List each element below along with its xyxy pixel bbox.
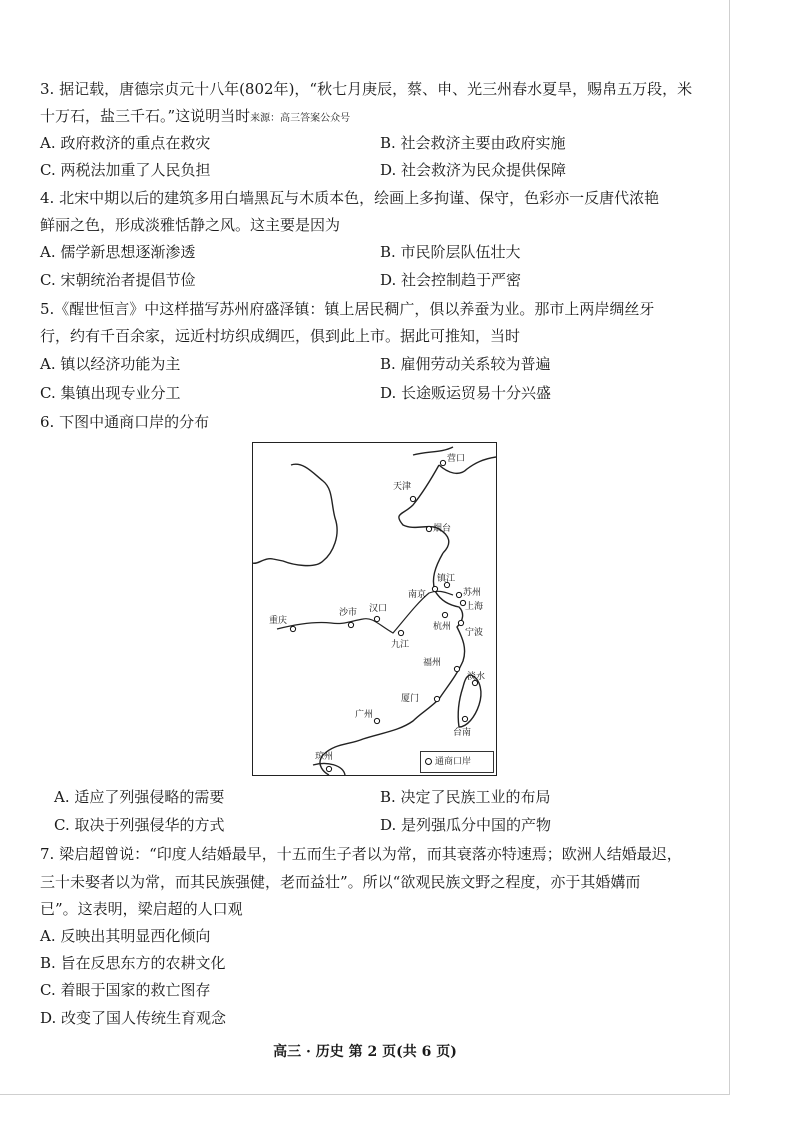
q7-stem-line1: 7. 梁启超曾说：“印度人结婚最早，十五而生子者以为常，而其衰落亦特速焉；欧洲人结婚最迟， bbox=[40, 845, 682, 863]
marker-guangzhou bbox=[374, 718, 379, 723]
map-legend bbox=[420, 751, 494, 773]
q5-option-b: B. 雇佣劳动关系较为普遍 bbox=[380, 355, 551, 373]
coastline-shandong bbox=[399, 465, 452, 553]
q3-stem-text: 十万石，盐三千石。”这说明当时 bbox=[40, 107, 251, 125]
q5-option-a: A. 镇以经济功能为主 bbox=[40, 355, 181, 373]
city-labels bbox=[269, 452, 485, 762]
q7-option-b: B. 旨在反思东方的农耕文化 bbox=[40, 954, 226, 972]
q4-stem-line1: 4. 北宋中期以后的建筑多用白墙黑瓦与木质本色，绘画上多拘谨、保守，色彩亦一反唐代浓艳 bbox=[40, 189, 660, 207]
label-shashi: 沙市 bbox=[339, 608, 358, 618]
q7-option-d: D. 改变了国人传统生育观念 bbox=[40, 1009, 227, 1027]
label-tainan: 台南 bbox=[453, 728, 472, 738]
marker-ningbo bbox=[458, 620, 463, 625]
label-xiamen: 厦门 bbox=[401, 694, 420, 704]
q6-option-d: D. 是列强瓜分中国的产物 bbox=[380, 816, 552, 834]
q6-stem: 6. 下图中通商口岸的分布 bbox=[40, 413, 210, 431]
marker-yingkou bbox=[440, 460, 445, 465]
marker-qiongzhou bbox=[326, 766, 331, 771]
label-guangzhou: 广州 bbox=[355, 710, 374, 720]
marker-xiamen bbox=[434, 696, 439, 701]
q4-option-d: D. 社会控制趋于严密 bbox=[380, 271, 522, 289]
q5-stem-line2: 行，约有千百余家，远近村坊织成绸匹，俱到此上市。据此可推知，当时 bbox=[40, 327, 521, 345]
label-fuzhou: 福州 bbox=[423, 658, 442, 668]
q4-option-b: B. 市民阶层队伍壮大 bbox=[380, 243, 521, 261]
q3-option-b: B. 社会救济主要由政府实施 bbox=[380, 134, 566, 152]
marker-suzhou bbox=[456, 592, 461, 597]
label-chongqing: 重庆 bbox=[269, 616, 288, 626]
marker-fuzhou bbox=[454, 666, 459, 671]
q6-option-b: B. 决定了民族工业的布局 bbox=[380, 788, 551, 806]
label-yingkou: 营口 bbox=[447, 454, 466, 464]
coastline-north bbox=[253, 464, 337, 565]
label-nanjing: 南京 bbox=[408, 590, 427, 600]
label-suzhou: 苏州 bbox=[463, 588, 482, 598]
treaty-ports-map bbox=[252, 442, 497, 776]
q7-stem-line3: 已”。这表明，梁启超的人口观 bbox=[40, 900, 243, 918]
q3-option-c: C. 两税法加重了人民负担 bbox=[40, 161, 211, 179]
marker-tainan bbox=[462, 716, 467, 721]
label-qiongzhou: 琼州 bbox=[315, 752, 334, 762]
marker-chongqing bbox=[290, 626, 295, 631]
q5-option-c: C. 集镇出现专业分工 bbox=[40, 384, 181, 402]
coastline-south bbox=[320, 553, 465, 775]
label-danshui: 淡水 bbox=[467, 672, 486, 682]
yangtze-river bbox=[277, 591, 453, 633]
label-hangzhou: 杭州 bbox=[433, 622, 452, 632]
legend-marker-icon bbox=[425, 758, 432, 765]
q6-option-c: C. 取决于列强侵华的方式 bbox=[54, 816, 225, 834]
q3-option-a: A. 政府救济的重点在救灾 bbox=[40, 134, 211, 152]
marker-tianjin bbox=[410, 496, 415, 501]
marker-yantai bbox=[426, 526, 431, 531]
label-yantai: 烟台 bbox=[433, 524, 452, 534]
q7-option-c: C. 着眼于国家的救亡图存 bbox=[40, 981, 211, 999]
label-jiujiang: 九江 bbox=[391, 640, 410, 650]
q7-option-a: A. 反映出其明显西化倾向 bbox=[40, 927, 211, 945]
q3-stem-line1: 3. 据记载，唐德宗贞元十八年(802年)，“秋七月庚辰，蔡、申、光三州春水夏旱，赐帛五万段，米 bbox=[40, 80, 693, 98]
q5-stem-line1: 5.《醒世恒言》中这样描写苏州府盛泽镇：镇上居民稠广，俱以养蚕为业。那市上两岸绸丝牙 bbox=[40, 300, 655, 318]
q4-option-a: A. 儒学新思想逐渐渗透 bbox=[40, 243, 196, 261]
marker-nanjing bbox=[432, 586, 437, 591]
q4-option-c: C. 宋朝统治者提倡节俭 bbox=[40, 271, 196, 289]
marker-jiujiang bbox=[398, 630, 403, 635]
marker-shashi bbox=[348, 622, 353, 627]
city-markers bbox=[290, 460, 477, 771]
q3-option-d: D. 社会救济为民众提供保障 bbox=[380, 161, 567, 179]
marker-hankou bbox=[374, 616, 379, 621]
q6-option-a: A. 适应了列强侵略的需要 bbox=[54, 788, 225, 806]
q7-stem-line2: 三十未娶者以为常，而其民族强健，老而益壮”。所以“欲观民族文野之程度，亦于其婚媾而 bbox=[40, 873, 641, 891]
q5-option-d: D. 长途贩运贸易十分兴盛 bbox=[380, 384, 552, 402]
page-footer: 高三 · 历史 第 2 页(共 6 页) bbox=[273, 1044, 457, 1060]
label-zhenjiang: 镇江 bbox=[437, 574, 456, 584]
legend-label: 通商口岸 bbox=[435, 757, 472, 767]
label-ningbo: 宁波 bbox=[465, 628, 484, 638]
map-drawing bbox=[253, 443, 496, 775]
label-hankou: 汉口 bbox=[369, 604, 388, 614]
label-tianjin: 天津 bbox=[393, 482, 412, 492]
marker-hangzhou bbox=[442, 612, 447, 617]
q4-stem-line2: 鲜丽之色，形成淡雅恬静之风。这主要是因为 bbox=[40, 216, 341, 234]
q3-stem-line2 bbox=[40, 105, 350, 130]
label-shanghai: 上海 bbox=[465, 602, 484, 612]
source-note: 来源：高三答案公众号 bbox=[250, 113, 351, 124]
